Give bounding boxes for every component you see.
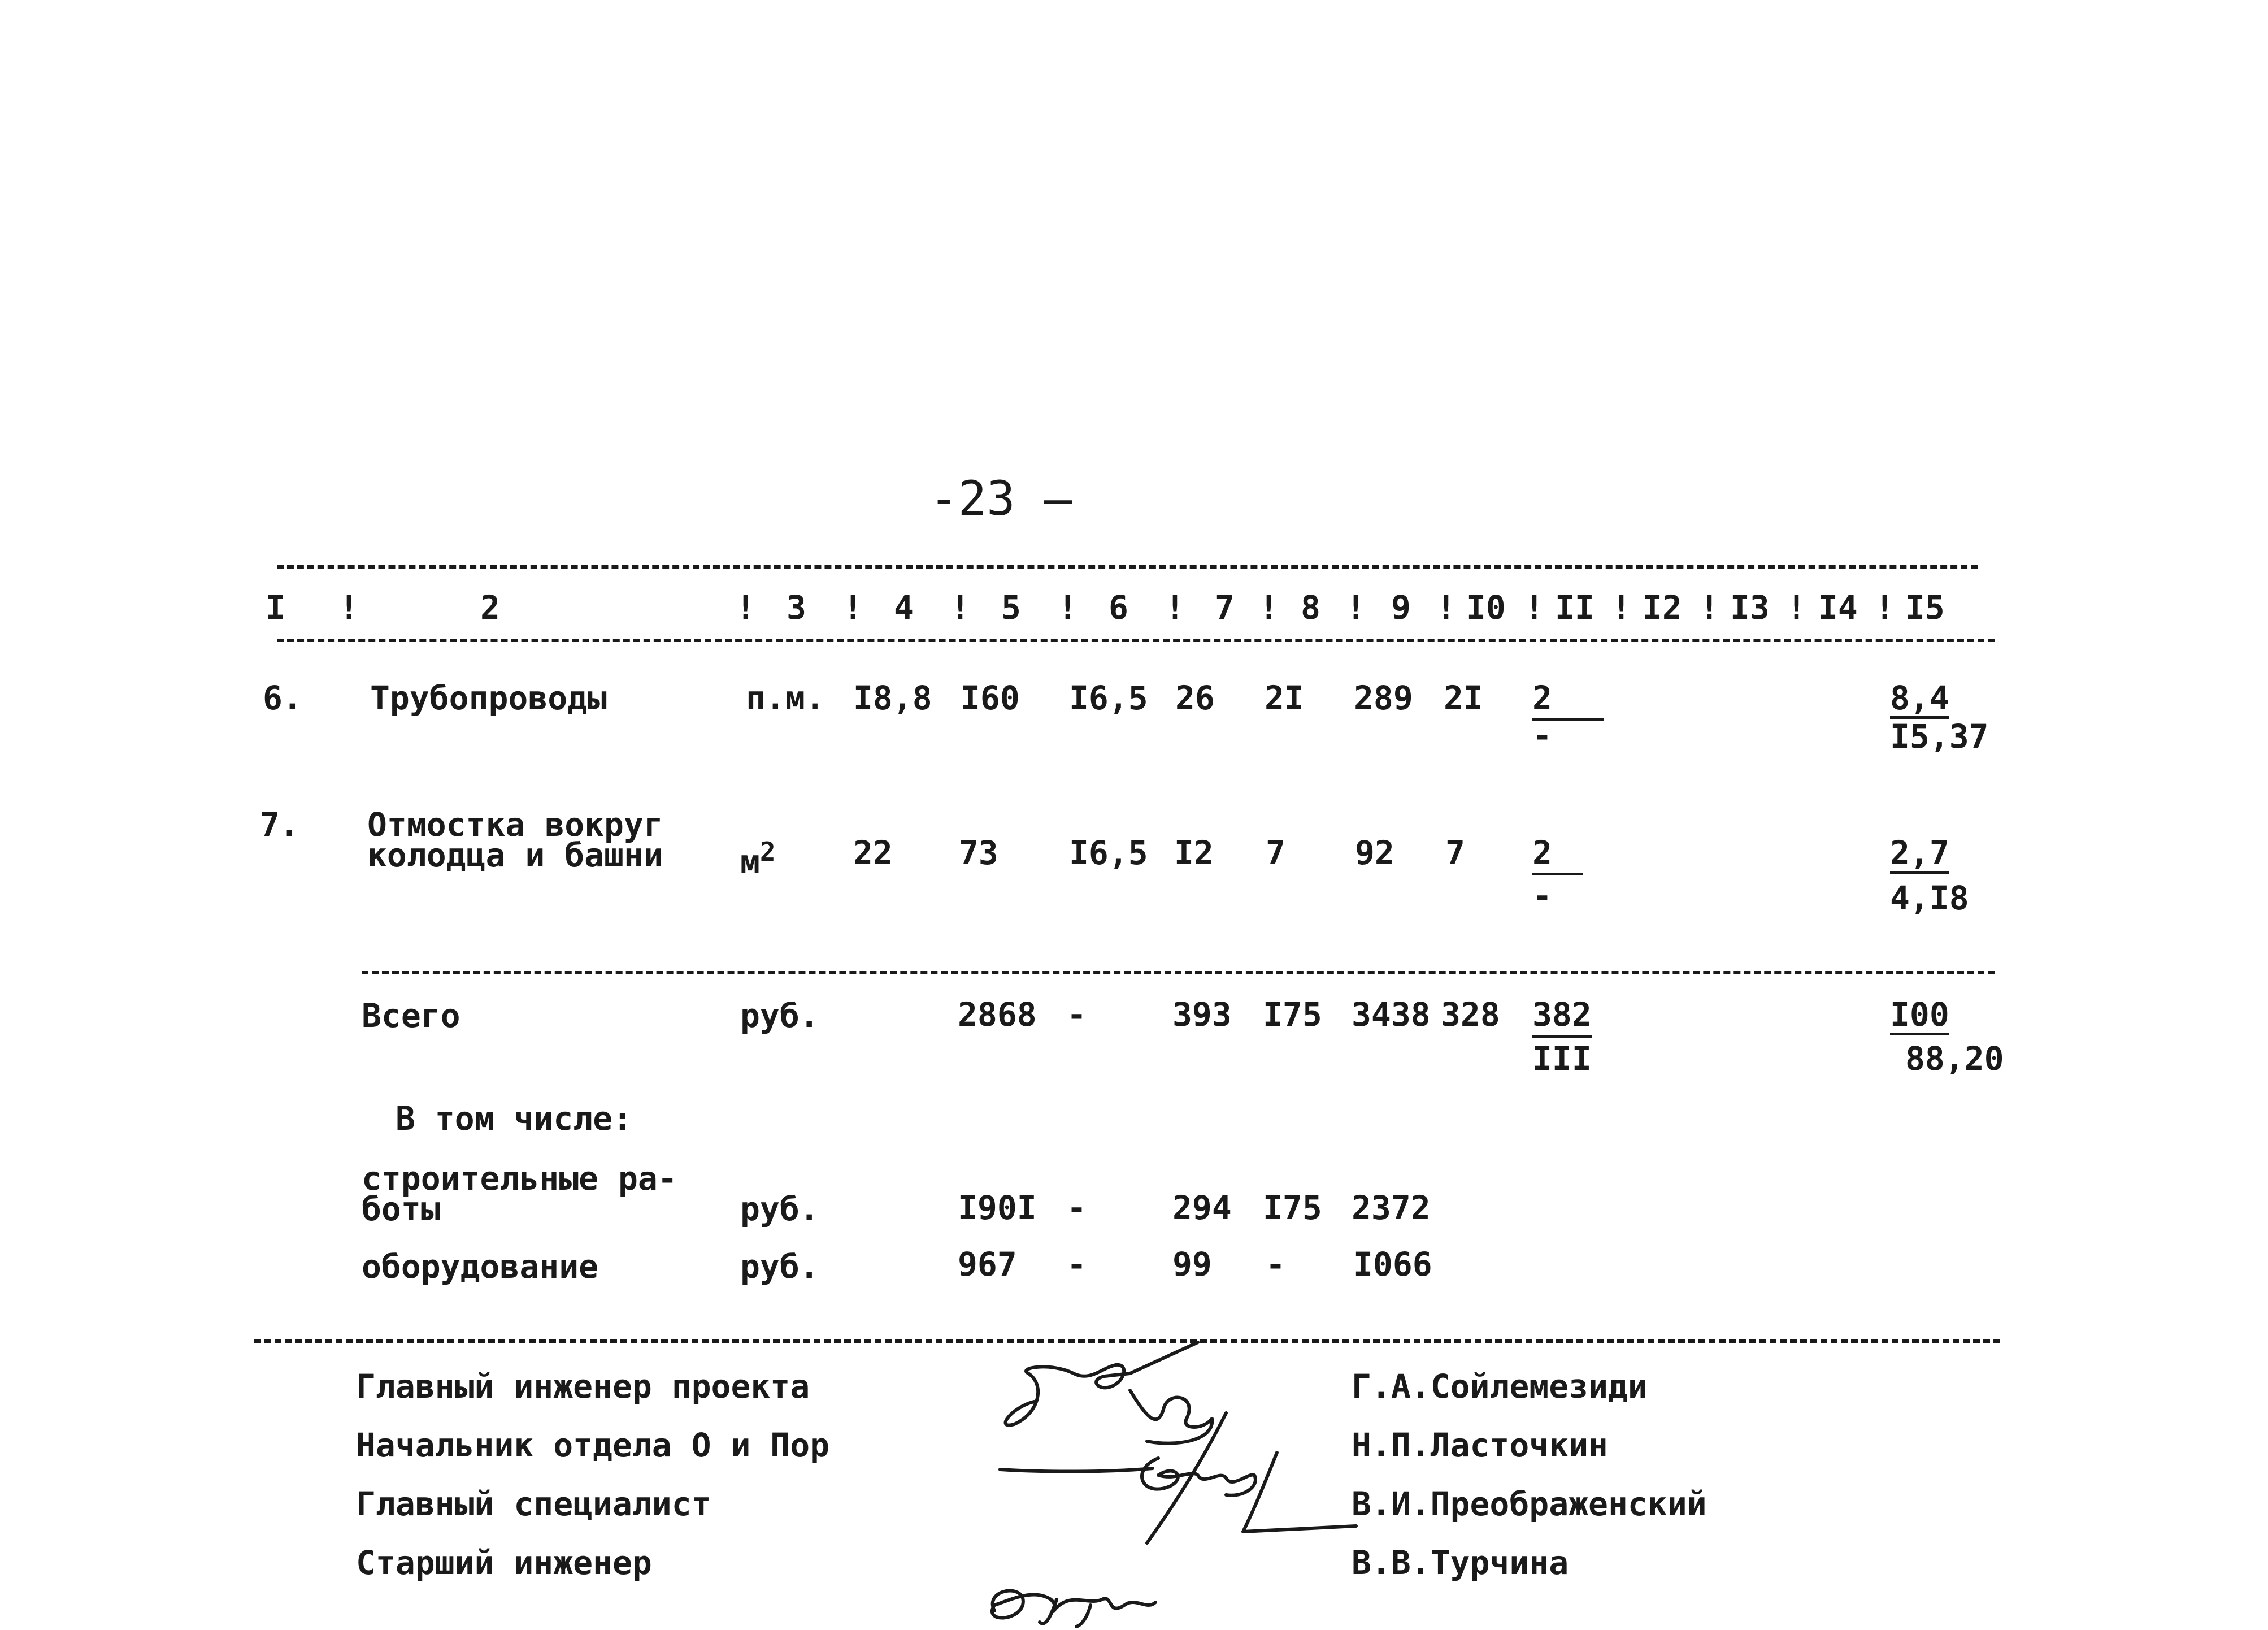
- row-number: 6.: [263, 679, 302, 717]
- cell-col9: 289: [1354, 679, 1413, 717]
- cell-col15-denominator: 88,20: [1905, 1039, 2004, 1078]
- col-header-10: I0: [1466, 588, 1506, 627]
- col-header-14: I4: [1818, 588, 1858, 627]
- signature-name: Н.П.Ласточкин: [1352, 1426, 1608, 1464]
- signature-name: Г.А.Сойлемезиди: [1352, 1367, 1648, 1406]
- col-header-13: I3: [1730, 588, 1770, 627]
- cell-col11-denominator: -: [1532, 716, 1552, 755]
- cell-col9: 3438: [1352, 995, 1431, 1034]
- cell-col4: I8,8: [853, 679, 932, 717]
- col-separator: !: [1787, 588, 1806, 627]
- cell-col7: I2: [1174, 834, 1214, 872]
- row-unit: руб.: [740, 1190, 819, 1228]
- row-number: 7.: [260, 805, 299, 844]
- cell-col5: 967: [958, 1245, 1017, 1284]
- col-header-7: 7: [1215, 588, 1235, 627]
- col-header-12: I2: [1643, 588, 1682, 627]
- col-separator: !: [1700, 588, 1719, 627]
- cell-col10: 328: [1441, 995, 1500, 1034]
- cell-col15-numerator: 2,7: [1890, 834, 1949, 872]
- cell-col6: I6,5: [1069, 679, 1148, 717]
- total-rule: [362, 971, 1995, 974]
- row-name: оборудование: [362, 1247, 599, 1286]
- cell-col7: 393: [1172, 995, 1232, 1034]
- cell-col6: -: [1067, 1189, 1087, 1227]
- col-header-6: 6: [1109, 588, 1128, 627]
- col-separator: !: [1058, 588, 1077, 627]
- cell-col11-numerator: 382: [1532, 998, 1592, 1038]
- cell-col6: -: [1067, 1245, 1087, 1284]
- col-separator: !: [1875, 588, 1895, 627]
- cell-col11-numerator: 2: [1532, 682, 1604, 721]
- col-separator: !: [950, 588, 970, 627]
- col-header-5: 5: [1001, 588, 1021, 627]
- signature-title: Старший инженер: [356, 1544, 652, 1582]
- cell-col15-denominator: I5,37: [1890, 717, 1989, 756]
- total-label: Всего: [362, 996, 460, 1035]
- cell-col15-denominator: 4,I8: [1890, 879, 1969, 917]
- cell-col15-numerator: 8,4: [1890, 679, 1949, 717]
- col-separator: !: [1346, 588, 1366, 627]
- signature-title: Главный инженер проекта: [356, 1367, 810, 1406]
- including-label: В том числе:: [396, 1099, 633, 1138]
- col-separator: !: [1436, 588, 1456, 627]
- signature-title: Главный специалист: [356, 1485, 711, 1523]
- cell-col5: I60: [961, 679, 1020, 717]
- cell-col10: 7: [1445, 834, 1465, 872]
- col-separator: !: [1524, 588, 1544, 627]
- col-separator: !: [843, 588, 863, 627]
- row-name: Отмостка вокруг: [367, 805, 663, 844]
- total-unit: руб.: [740, 996, 819, 1035]
- page-number: -23 —: [929, 471, 1072, 526]
- unit-base: м: [740, 843, 760, 881]
- col-header-8: 8: [1301, 588, 1320, 627]
- signature-name: В.И.Преображенский: [1352, 1485, 1707, 1523]
- col-separator: !: [339, 588, 359, 627]
- cell-col8: 7: [1266, 834, 1285, 872]
- cell-col11-denominator: III: [1532, 1039, 1592, 1078]
- handwritten-signatures: [961, 1334, 1379, 1628]
- col-header-4: 4: [894, 588, 914, 627]
- cell-col8: I75: [1263, 995, 1322, 1034]
- cell-col8: 2I: [1265, 679, 1304, 717]
- cell-col11-denominator: -: [1532, 877, 1552, 915]
- row-name: колодца и башни: [367, 836, 663, 874]
- cell-col7: 294: [1172, 1189, 1232, 1227]
- row-name: Трубопроводы: [370, 679, 607, 717]
- col-separator: !: [1611, 588, 1631, 627]
- unit-superscript: 2: [759, 836, 776, 867]
- cell-col4: 22: [853, 834, 893, 872]
- signature-title: Начальник отдела О и Пор: [356, 1426, 830, 1464]
- cell-col6: I6,5: [1069, 834, 1148, 872]
- cell-col7: 26: [1175, 679, 1215, 717]
- header-bottom-rule: [277, 639, 1995, 642]
- row-name: строительные ра-: [362, 1159, 677, 1198]
- col-header-15: I5: [1905, 588, 1945, 627]
- row-unit: п.м.: [746, 679, 825, 717]
- cell-col7: 99: [1172, 1245, 1212, 1284]
- col-separator: !: [1165, 588, 1185, 627]
- cell-col8: I75: [1263, 1189, 1322, 1227]
- cell-col5: 73: [959, 834, 998, 872]
- header-top-rule: [277, 565, 1978, 569]
- cell-col9: I066: [1353, 1245, 1432, 1284]
- col-header-9: 9: [1391, 588, 1411, 627]
- cell-col15-numerator: I00: [1890, 995, 1949, 1034]
- cell-col11-numerator: 2: [1532, 836, 1583, 875]
- row-unit: руб.: [740, 1247, 819, 1286]
- col-header-2: 2: [480, 588, 500, 627]
- cell-col9: 2372: [1352, 1189, 1431, 1227]
- cell-col10: 2I: [1444, 679, 1483, 717]
- cell-col6: -: [1067, 995, 1087, 1034]
- row-name: боты: [362, 1190, 441, 1228]
- col-header-1: I: [266, 588, 285, 627]
- col-header-3: 3: [787, 588, 806, 627]
- row-unit: [740, 836, 776, 881]
- col-separator: !: [736, 588, 755, 627]
- cell-col5: I90I: [958, 1189, 1037, 1227]
- col-separator: !: [1259, 588, 1279, 627]
- cell-col5: 2868: [958, 995, 1037, 1034]
- cell-col9: 92: [1355, 834, 1394, 872]
- signature-name: В.В.Турчина: [1352, 1544, 1569, 1582]
- col-header-11: II: [1555, 588, 1594, 627]
- cell-col8: -: [1266, 1245, 1285, 1284]
